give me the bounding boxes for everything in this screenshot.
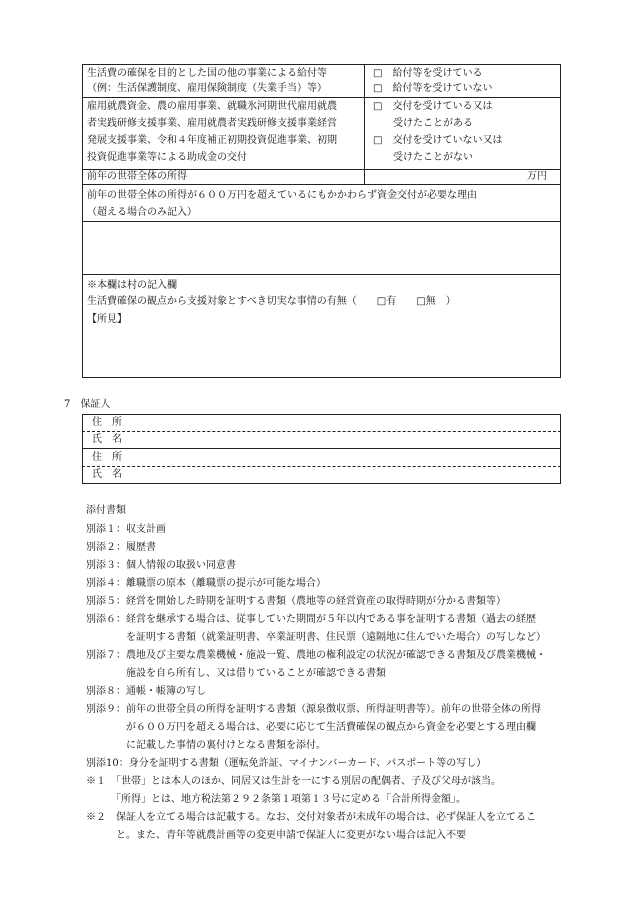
row-divider	[82, 169, 561, 170]
attachment-line: 別添１：収支計画	[86, 524, 166, 535]
other-benefits-label: 生活費の確保を目的とした国の他の事業による給付等	[87, 68, 327, 79]
reason-label: 前年の世帯全体の所得が６００万円を超えているにもかかわらず資金交付が必要な理由	[87, 190, 477, 201]
village-use-note: ※本欄は村の記入欄	[87, 280, 177, 291]
guarantor-2-address-label: 住 所	[92, 452, 122, 463]
attachment-line: 別添３：個人情報の取扱い同意書	[86, 560, 236, 571]
guarantor-2-name-label: 氏 名	[92, 469, 122, 480]
section-7-title: 7 保証人	[64, 399, 111, 410]
subsidy-received-text: 受けたことがある	[373, 118, 473, 129]
attachment-line: 別添２：履歴書	[86, 542, 156, 553]
subsidy-label-line: 者実践研修支援事業、雇用就農者実践研修支援事業経営	[87, 118, 337, 129]
attachment-line: 別添６：経営を継承する場合は、従事していた期間が５年以内である事を証明する書類（過去の経歴	[86, 614, 536, 625]
row-divider	[82, 184, 561, 185]
attachment-line: 別添５：経営を開始した時期を証明する書類（農地等の経営資産の取得時期が分かる書類等）	[86, 596, 506, 607]
attachment-line: 別添10：身分を証明する書類（運転免許証、マイナンバーカード、パスポート等の写し）	[86, 758, 487, 769]
subsidy-label-line: 発展支援事業、令和４年度補正初期投資促進事業、初期	[87, 135, 337, 146]
row-divider	[82, 466, 561, 467]
household-income-unit[interactable]: 万円	[527, 171, 547, 182]
row-divider	[82, 274, 561, 275]
attachment-line: 別添８：通帳・帳簿の写し	[86, 686, 206, 697]
subsidy-label-line: 雇用就農資金、農の雇用事業、就職氷河期世代雇用就農	[87, 101, 337, 112]
other-benefits-example: （例：生活保護制度、雇用保険制度（失業手当）等）	[87, 83, 327, 94]
attachments-heading: 添付書類	[86, 505, 126, 516]
attachment-line: 別添４：離職票の原本（離職票の提示が可能な場合）	[86, 578, 326, 589]
attachment-line: に記載した事情の裏付けとなる書類を添付。	[86, 740, 326, 751]
reason-input-area[interactable]	[83, 222, 560, 273]
benefit-received-checkbox[interactable]: □ 給付等を受けている	[373, 68, 483, 79]
subsidy-received-checkbox[interactable]: □ 交付を受けている又は	[373, 101, 493, 112]
attachment-line: を証明する書類（就業証明書、卒業証明書、住民票（遠隔地に住んでいた場合）の写しなど）	[86, 632, 546, 643]
village-circumstances: 生活費確保の観点から支援対象とすべき切実な事情の有無（ □有 □無 ）	[87, 296, 456, 307]
table-divider	[364, 64, 365, 184]
footnote-line: ※２ 保証人を立てる場合は記載する。なお、交付対象者が未成年の場合は、必ず保証人を立てるこ	[86, 812, 536, 823]
attachment-line: 別添７：農地及び主要な農業機械・施設一覧、農地の権利設定の状況が確認できる書類及び農業機械・	[86, 650, 546, 661]
guarantor-table	[82, 414, 561, 484]
benefit-not-received-checkbox[interactable]: □ 給付等を受けていない	[373, 83, 493, 94]
row-divider	[82, 431, 561, 432]
guarantor-1-name-label: 氏 名	[92, 434, 122, 445]
reason-note: （超える場合のみ記入）	[87, 207, 197, 218]
guarantor-1-address-label: 住 所	[92, 417, 122, 428]
row-divider	[82, 448, 561, 449]
subsidy-label-line: 投資促進事業等による助成金の交付	[87, 152, 247, 163]
subsidy-not-received-text: 受けたことがない	[373, 152, 473, 163]
attachment-line: 施設を自ら所有し、又は借りていることが確認できる書類	[86, 668, 386, 679]
footnote-line: 「所得」とは、地方税法第２９２条第１項第１３号に定める「合計所得金額」。	[86, 794, 466, 805]
attachment-line: 別添９：前年の世帯全員の所得を証明する書類（源泉徴収票、所得証明書等）。前年の世帯全体の所得	[86, 704, 541, 715]
footnote-line: ※１ 「世帯」とは本人のほか、同居又は生計を一にする別居の配偶者、子及び父母が該当。	[86, 776, 501, 787]
subsidy-not-received-checkbox[interactable]: □ 交付を受けていない又は	[373, 135, 503, 146]
row-divider	[82, 97, 561, 98]
household-income-label: 前年の世帯全体の所得	[87, 171, 187, 182]
village-findings-label: 【所見】	[87, 314, 127, 325]
footnote-line: と。また、青年等就農計画等の変更申請で保証人に変更がない場合は記入不要	[86, 830, 466, 841]
attachment-line: が６００万円を超える場合は、必要に応じて生活費確保の観点から資金を必要とする理由欄	[86, 722, 536, 733]
